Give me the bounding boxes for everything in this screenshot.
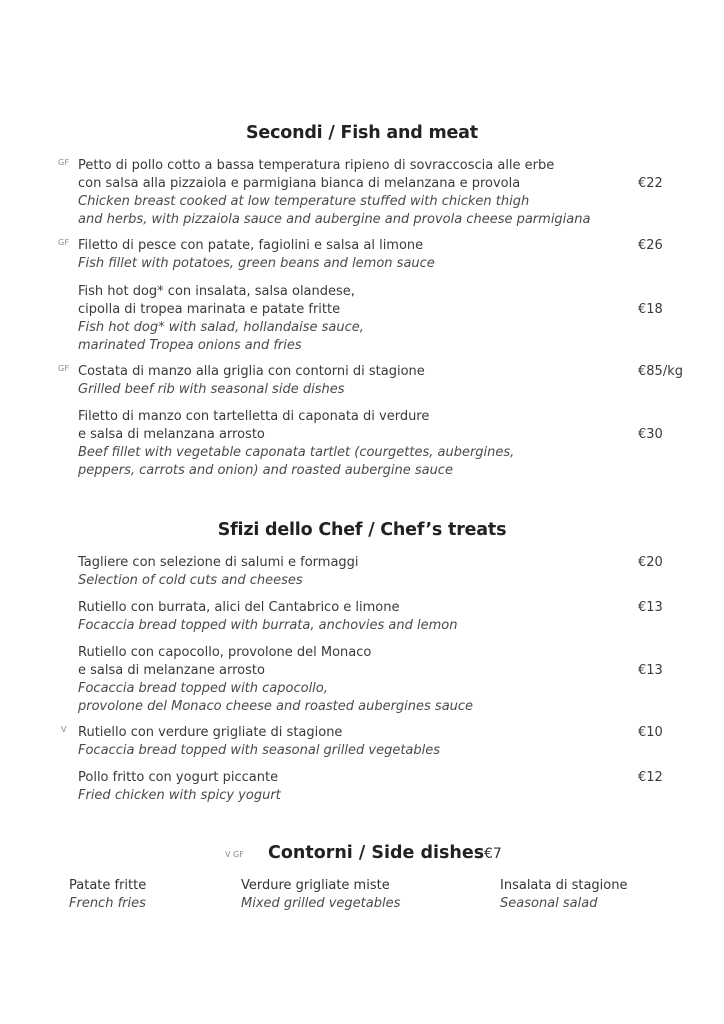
- dish-name-en: peppers, carrots and onion) and roasted aubergine sauce: [78, 463, 453, 478]
- dish-price: €10: [638, 725, 663, 740]
- diet-tag: GF: [58, 158, 70, 167]
- dish-price: €85/kg: [638, 364, 683, 379]
- diet-tag: GF: [58, 238, 70, 247]
- dish-name-en: Selection of cold cuts and cheeses: [78, 573, 303, 588]
- side-dish-item: [241, 877, 400, 913]
- dish-name-en: Focaccia bread topped with seasonal grilled vegetables: [78, 743, 441, 758]
- dish-price: €26: [638, 238, 663, 253]
- dish-name-en: Beef fillet with vegetable caponata tartlet (courgettes, aubergines,: [78, 445, 515, 460]
- dish-price: €18: [638, 302, 663, 317]
- dish-name-it: con salsa alla pizzaiola e parmigiana bianca di melanzana e provola: [78, 176, 521, 191]
- side-dish-en: Seasonal salad: [500, 896, 598, 911]
- dish-price: €30: [638, 427, 663, 442]
- dish-name-it: Filetto di pesce con patate, fagiolini e salsa al limone: [78, 238, 424, 253]
- diet-tag: V GF: [225, 850, 244, 859]
- dish-name-it: Filetto di manzo con tartelletta di caponata di verdure: [78, 409, 430, 424]
- dish-name-it: Rutiello con capocollo, provolone del Monaco: [78, 645, 372, 660]
- dish-name-it: cipolla di tropea marinata e patate fritte: [78, 302, 341, 317]
- side-dish-en: Mixed grilled vegetables: [241, 896, 401, 911]
- dish-name-en: and herbs, with pizzaiola sauce and aubergine and provola cheese parmigiana: [78, 212, 591, 227]
- contorni-price: €7: [484, 846, 502, 862]
- dish-name-it: e salsa di melanzane arrosto: [78, 663, 265, 678]
- dish-name-it: e salsa di melanzana arrosto: [78, 427, 265, 442]
- section-title-contorni: Contorni / Side dishes: [268, 843, 485, 863]
- dish-name-it: Rutiello con burrata, alici del Cantabrico e limone: [78, 600, 400, 615]
- dish-name-en: Fish hot dog* with salad, hollandaise sauce,: [78, 320, 364, 335]
- dish-name-it: Costata di manzo alla griglia con contorni di stagione: [78, 364, 425, 379]
- dish-name-en: Focaccia bread topped with burrata, anchovies and lemon: [78, 618, 458, 633]
- dish-name-en: Grilled beef rib with seasonal side dishes: [78, 382, 345, 397]
- dish-name-en: Fish fillet with potatoes, green beans and lemon sauce: [78, 256, 435, 271]
- dish-name-en: Focaccia bread topped with capocollo,: [78, 681, 328, 696]
- dish-price: €13: [638, 663, 663, 678]
- side-dish-it: Insalata di stagione: [500, 878, 628, 893]
- dish-name-it: Tagliere con selezione di salumi e formaggi: [78, 555, 359, 570]
- dish-price: €20: [638, 555, 663, 570]
- dish-name-it: Petto di pollo cotto a bassa temperatura ripieno di sovraccoscia alle erbe: [78, 158, 555, 173]
- side-dish-item: [69, 877, 146, 913]
- dish-name-it: Rutiello con verdure grigliate di stagione: [78, 725, 343, 740]
- side-dish-en: French fries: [69, 896, 146, 911]
- dish-price: €22: [638, 176, 663, 191]
- side-dish-it: Patate fritte: [69, 878, 147, 893]
- dish-name-it: Pollo fritto con yogurt piccante: [78, 770, 279, 785]
- dish-price: €13: [638, 600, 663, 615]
- section-title-secondi: Secondi / Fish and meat: [246, 123, 478, 143]
- side-dish-item: [500, 877, 627, 913]
- dish-name-en: Fried chicken with spicy yogurt: [78, 788, 281, 803]
- side-dish-it: Verdure grigliate miste: [241, 878, 390, 893]
- diet-tag: V: [61, 725, 67, 734]
- dish-price: €12: [638, 770, 663, 785]
- section-title-sfizi: Sfizi dello Chef / Chef’s treats: [217, 520, 507, 540]
- dish-name-it: Fish hot dog* con insalata, salsa olandese,: [78, 284, 355, 299]
- dish-name-en: marinated Tropea onions and fries: [78, 338, 302, 353]
- dish-name-en: provolone del Monaco cheese and roasted aubergines sauce: [78, 699, 474, 714]
- diet-tag: GF: [58, 364, 70, 373]
- dish-name-en: Chicken breast cooked at low temperature stuffed with chicken thigh: [78, 194, 530, 209]
